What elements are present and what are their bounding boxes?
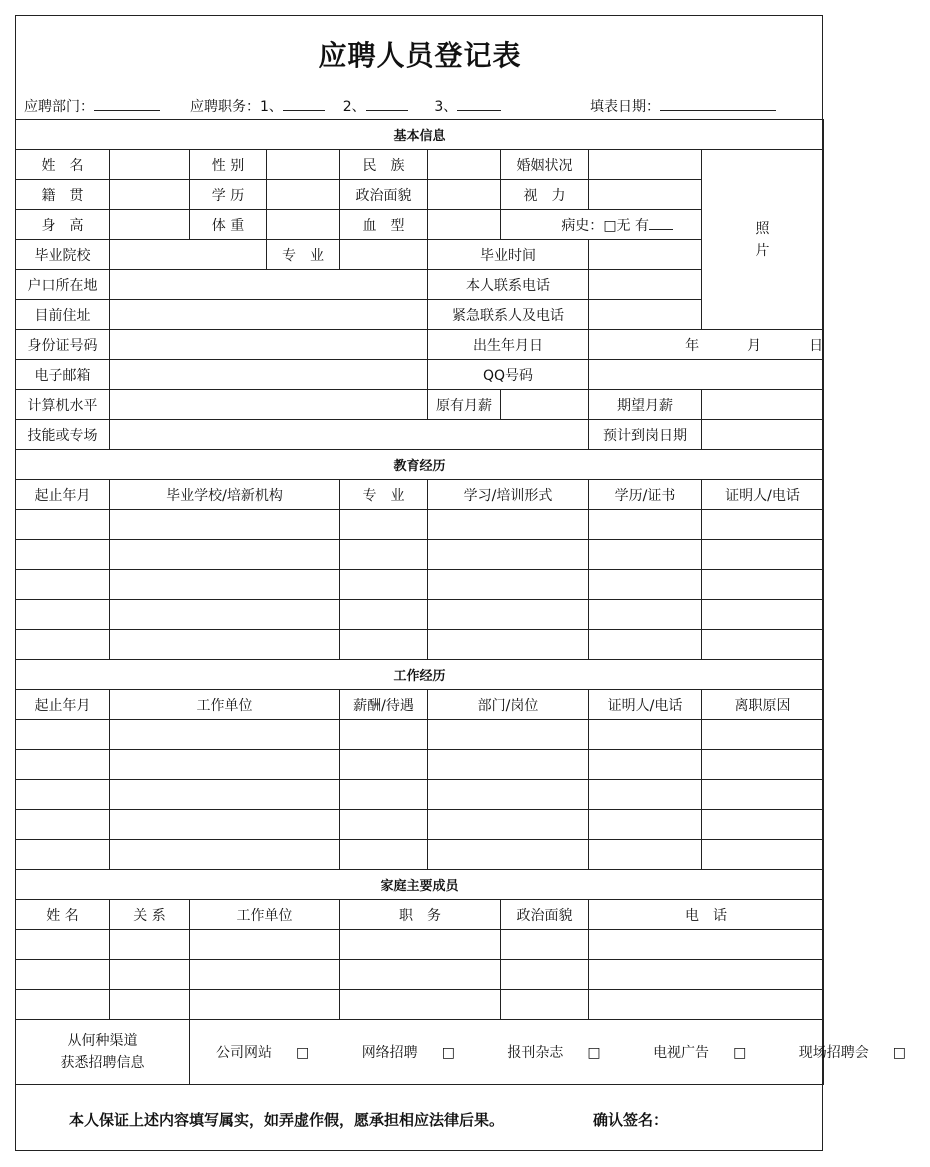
checkbox-icon[interactable]: □ xyxy=(892,1045,906,1061)
section-work: 工作经历 xyxy=(16,660,824,690)
ethnicity-input[interactable] xyxy=(428,150,501,180)
gender-input[interactable] xyxy=(267,150,340,180)
table-row xyxy=(16,630,824,660)
section-basic: 基本信息 xyxy=(16,120,824,150)
medical-history[interactable]: 病史：□无 有 xyxy=(501,210,702,240)
checkbox-icon[interactable]: □ xyxy=(733,1045,747,1061)
marital-input[interactable] xyxy=(589,150,702,180)
option-job-fair[interactable]: 现场招聘会 □ xyxy=(798,1045,906,1061)
vision-input[interactable] xyxy=(589,180,702,210)
signature-label[interactable]: 确认签名： xyxy=(593,1111,669,1129)
checkbox-none[interactable]: □ xyxy=(603,217,617,234)
blood-input[interactable] xyxy=(428,210,501,240)
source-label: 从何种渠道 获悉招聘信息 xyxy=(16,1020,190,1085)
school-input[interactable] xyxy=(110,240,267,270)
phone-input[interactable] xyxy=(589,270,702,300)
table-row xyxy=(16,930,824,960)
table-row xyxy=(16,570,824,600)
photo-box[interactable]: 照 片 xyxy=(702,150,824,330)
option-newspaper[interactable]: 报刊杂志 □ xyxy=(507,1045,601,1061)
computer-input[interactable] xyxy=(110,390,428,420)
registration-table: 基本信息 姓 名 性 别 民 族 婚姻状况 照 片 籍 贯 学 历 政治面貌 视 力 身 高 体 重 血 型 病史：□无 有 毕业院校 专 业 毕业时间 户口所在地 本人联系电话 目前住址 紧急联系人及电话 身份证号码 出生年月日 年 月 日 电子邮箱 QQ号码 计算机水平 原有月薪 期望月薪 技能或专场 预计到岗日期 教育经历 起止年月 毕业学校/培新机构 专 业 学习/培训形式 学历/证书 证明人/电话 工作经历 起止年月 工作单位 薪酬/待遇 部门/岗位 证明人/电话 离职原因 家庭主要成员 姓 名 关 系 工作单位 职 务 政治面貌 电 话 从何种渠道 获悉招聘信息 公司网站 □ 网络招聘 □ 报刊杂志 □ 电视广告 □ 现场招聘会 □ xyxy=(15,119,824,1085)
political-input[interactable] xyxy=(428,180,501,210)
birth-input[interactable]: 年 月 日 xyxy=(589,330,824,360)
address-input[interactable] xyxy=(110,300,428,330)
table-row xyxy=(16,750,824,780)
source-options xyxy=(190,1020,906,1085)
table-row xyxy=(16,540,824,570)
height-input[interactable] xyxy=(110,210,190,240)
native-input[interactable] xyxy=(110,180,190,210)
checkbox-icon[interactable]: □ xyxy=(587,1045,601,1061)
grad-time-input[interactable] xyxy=(589,240,702,270)
major-input[interactable] xyxy=(340,240,428,270)
table-row xyxy=(16,960,824,990)
table-row xyxy=(16,510,824,540)
dept-field[interactable]: 应聘部门： xyxy=(24,96,160,116)
checkbox-icon[interactable]: □ xyxy=(296,1045,310,1061)
table-row xyxy=(16,810,824,840)
education-input[interactable] xyxy=(267,180,340,210)
fill-date-field[interactable]: 填表日期： xyxy=(590,96,776,116)
table-row xyxy=(16,720,824,750)
option-tv-ad[interactable]: 电视广告 □ xyxy=(653,1045,747,1061)
dept-line[interactable] xyxy=(94,98,160,111)
table-row xyxy=(16,990,824,1020)
skills-input[interactable] xyxy=(110,420,589,450)
section-education: 教育经历 xyxy=(16,450,824,480)
table-row xyxy=(16,840,824,870)
qq-input[interactable] xyxy=(589,360,824,390)
orig-salary-input[interactable] xyxy=(501,390,589,420)
section-family: 家庭主要成员 xyxy=(16,870,824,900)
table-row xyxy=(16,600,824,630)
expect-salary-input[interactable] xyxy=(702,390,824,420)
footer xyxy=(69,1109,669,1130)
email-input[interactable] xyxy=(110,360,428,390)
pledge-text: 本人保证上述内容填写属实，如弄虚作假，愿承担相应法律后果。 xyxy=(69,1111,505,1129)
table-row xyxy=(16,780,824,810)
checkbox-icon[interactable]: □ xyxy=(441,1045,455,1061)
option-online-recruit[interactable]: 网络招聘 □ xyxy=(361,1045,455,1061)
emergency-input[interactable] xyxy=(589,300,702,330)
start-date-input[interactable] xyxy=(702,420,824,450)
hukou-input[interactable] xyxy=(110,270,428,300)
weight-input[interactable] xyxy=(267,210,340,240)
option-company-site[interactable]: 公司网站 □ xyxy=(216,1045,310,1061)
id-input[interactable] xyxy=(110,330,428,360)
position-field[interactable]: 应聘职务：1、 2、 3、 xyxy=(190,96,501,116)
page-title: 应聘人员登记表 xyxy=(318,39,522,72)
name-input[interactable] xyxy=(110,150,190,180)
